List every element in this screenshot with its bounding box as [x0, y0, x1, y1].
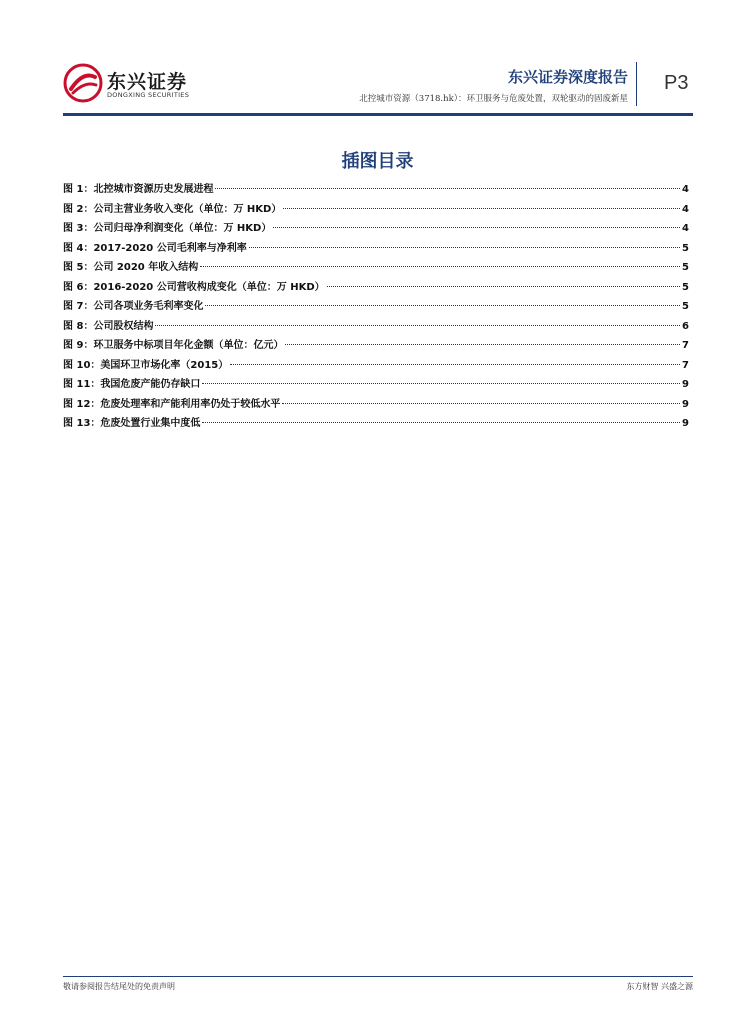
- toc-entry[interactable]: [63, 180, 689, 200]
- toc-entry[interactable]: [63, 414, 689, 434]
- toc-entry-label[interactable]: 图 1：北控城市资源历史发展进程: [63, 184, 214, 195]
- toc-leader-dots: [283, 208, 680, 209]
- company-logo: [63, 63, 190, 105]
- toc-entry-page[interactable]: 5: [682, 281, 689, 293]
- toc-entry-page[interactable]: 4: [682, 223, 689, 234]
- toc-leader-dots: [215, 188, 680, 189]
- toc-entry-label[interactable]: 图 3：公司归母净利润变化（单位：万 HKD）: [63, 223, 272, 234]
- toc-leader-dots: [202, 422, 680, 423]
- toc-entry-page[interactable]: 7: [682, 359, 689, 371]
- toc-entry[interactable]: [63, 395, 689, 415]
- toc-entry[interactable]: [63, 239, 689, 259]
- toc-entry-page[interactable]: 4: [682, 184, 689, 195]
- toc-entry-label[interactable]: 图 12：危废处理率和产能利用率仍处于较低水平: [63, 398, 281, 410]
- toc-entry[interactable]: [63, 258, 689, 278]
- toc-entry-page[interactable]: 9: [682, 398, 689, 410]
- toc-entry-page[interactable]: 5: [682, 262, 689, 273]
- toc-entry-label[interactable]: 图 9：环卫服务中标项目年化金额（单位：亿元）: [63, 340, 284, 351]
- toc-entry-label[interactable]: 图 5：公司 2020 年收入结构: [63, 262, 199, 273]
- toc-leader-dots: [327, 286, 680, 287]
- toc-entry[interactable]: [63, 356, 689, 376]
- toc-entry-label[interactable]: 图 4：2017-2020 公司毛利率与净利率: [63, 242, 247, 254]
- toc-entry-page[interactable]: 9: [682, 379, 689, 390]
- logo-name: 东兴证券: [107, 71, 188, 93]
- toc-entry-label[interactable]: 图 6：2016-2020 公司营收构成变化（单位：万 HKD）: [63, 281, 325, 293]
- toc-entry[interactable]: [63, 278, 689, 298]
- toc-entry-label[interactable]: 图 8：公司股权结构: [63, 320, 154, 332]
- toc-entry[interactable]: [63, 219, 689, 239]
- toc-entry[interactable]: [63, 200, 689, 220]
- toc-entry-page[interactable]: 5: [682, 301, 689, 312]
- toc-entry-page[interactable]: 4: [682, 203, 689, 215]
- report-title: 东兴证券深度报告: [507, 68, 628, 86]
- toc-leader-dots: [205, 305, 680, 306]
- toc-entry-page[interactable]: 6: [682, 320, 689, 332]
- toc-leader-dots: [249, 247, 680, 248]
- toc-title: 插图目录: [341, 151, 414, 172]
- toc-entry[interactable]: [63, 336, 689, 356]
- page-number: P3: [664, 72, 689, 94]
- toc-entry-label[interactable]: 图 10：美国环卫市场化率（2015）: [63, 359, 229, 371]
- toc-leader-dots: [282, 403, 680, 404]
- toc-entry[interactable]: [63, 317, 689, 337]
- toc-leader-dots: [155, 325, 680, 326]
- footer-disclaimer: 敬请参阅报告结尾处的免责声明: [63, 982, 175, 991]
- header-rule: [63, 113, 693, 116]
- toc-entry-page[interactable]: 5: [682, 242, 689, 254]
- footer-rule: [63, 976, 693, 977]
- toc-leader-dots: [230, 364, 680, 365]
- toc-leader-dots: [273, 227, 680, 228]
- header-divider: [636, 62, 637, 106]
- toc-entry-label[interactable]: 图 7：公司各项业务毛利率变化: [63, 301, 204, 312]
- toc-entry[interactable]: [63, 297, 689, 317]
- toc-entry-page[interactable]: 9: [682, 418, 689, 429]
- toc-entry-page[interactable]: 7: [682, 340, 689, 351]
- toc-leader-dots: [202, 383, 680, 384]
- toc-entry-label[interactable]: 图 11：我国危废产能仍存缺口: [63, 379, 201, 390]
- toc-entry[interactable]: [63, 375, 689, 395]
- toc-entry-label[interactable]: 图 13：危废处置行业集中度低: [63, 418, 201, 429]
- footer-slogan: 东方财智 兴盛之源: [626, 982, 693, 991]
- figure-index: [63, 180, 689, 434]
- logo-subtitle: DONGXING SECURITIES: [107, 91, 190, 99]
- report-subtitle: 北控城市资源（3718.hk）：环卫服务与危废处置，双轮驱动的固废新星: [359, 94, 628, 104]
- toc-entry-label[interactable]: 图 2：公司主营业务收入变化（单位：万 HKD）: [63, 203, 282, 215]
- dongxing-logo-icon: [63, 63, 103, 103]
- toc-leader-dots: [285, 344, 680, 345]
- toc-leader-dots: [200, 266, 680, 267]
